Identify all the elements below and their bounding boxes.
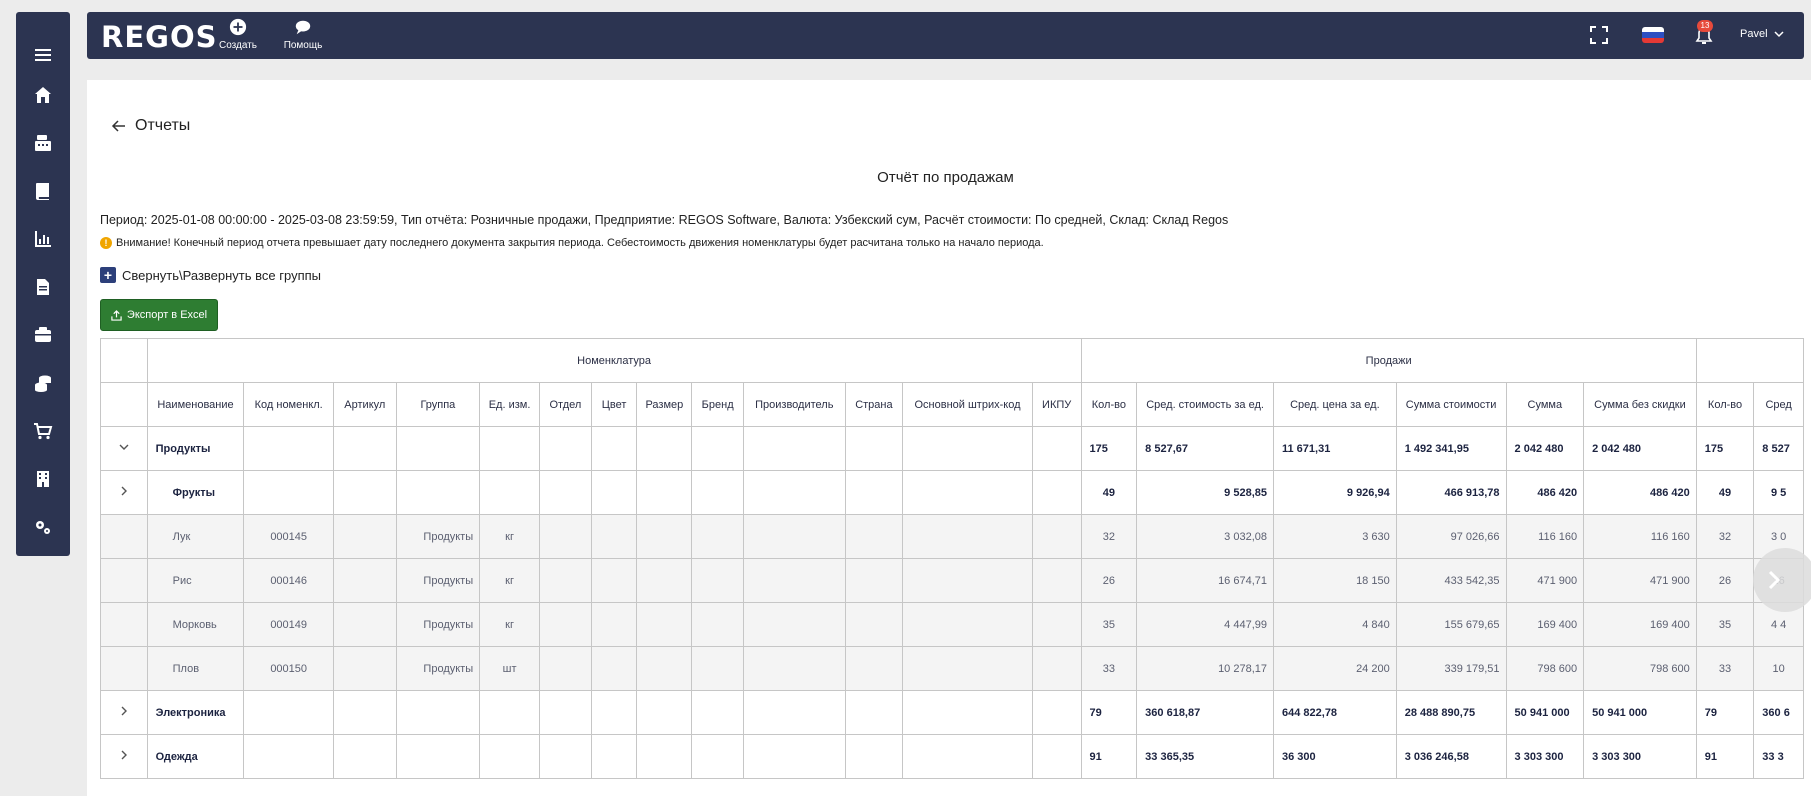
cell-sum: 50 941 000 xyxy=(1506,691,1584,735)
cell-avg: 33 3 xyxy=(1754,735,1804,779)
col-header[interactable]: Сумма xyxy=(1506,383,1584,427)
upload-icon xyxy=(111,310,122,321)
cell-qty: 26 xyxy=(1696,559,1754,603)
cell-code: 000145 xyxy=(244,515,334,559)
cell-cost-sum: 97 026,66 xyxy=(1396,515,1506,559)
cell-sum: 486 420 xyxy=(1506,471,1584,515)
cell-avg-price: 4 840 xyxy=(1274,603,1397,647)
cell-cost-sum: 28 488 890,75 xyxy=(1396,691,1506,735)
export-excel-label: Экспорт в Excel xyxy=(126,309,208,321)
col-header[interactable]: Основной штрих-код xyxy=(903,383,1032,427)
col-header[interactable]: Страна xyxy=(845,383,903,427)
col-header[interactable]: Отдел xyxy=(540,383,592,427)
cell-qty: 49 xyxy=(1081,471,1137,515)
corner-header xyxy=(101,339,148,383)
page-title: Отчёт по продажам xyxy=(877,169,1014,186)
cell-cost-sum: 433 542,35 xyxy=(1396,559,1506,603)
table-row[interactable] xyxy=(101,515,1804,559)
cell-avg: 3 0 xyxy=(1754,515,1804,559)
col-header[interactable]: Артикул xyxy=(334,383,397,427)
cell-sum: 798 600 xyxy=(1506,647,1584,691)
cell-avg: 10 xyxy=(1754,647,1804,691)
cell-qty: 175 xyxy=(1696,427,1754,471)
plus-icon: + xyxy=(100,267,116,283)
table-row[interactable] xyxy=(101,735,1804,779)
chevron-right-icon xyxy=(118,749,130,761)
cell-unit: кг xyxy=(480,559,540,603)
cell-qty: 79 xyxy=(1081,691,1137,735)
plus-circle-icon xyxy=(208,18,268,38)
expand-toggle[interactable] xyxy=(101,691,148,735)
col-header[interactable]: Ед. изм. xyxy=(480,383,540,427)
cell-group: Продукты xyxy=(396,647,480,691)
help-button[interactable] xyxy=(273,18,333,51)
cell-avg-price: 36 300 xyxy=(1274,735,1397,779)
group-header-nomenclature: Номенклатура xyxy=(147,339,1081,383)
report-table-container[interactable] xyxy=(100,338,1804,788)
toggle-groups-label: Свернуть\Развернуть все группы xyxy=(122,267,321,283)
chevron-down-icon xyxy=(118,441,130,453)
cell-unit: шт xyxy=(480,647,540,691)
menu-icon[interactable] xyxy=(16,40,70,70)
cell-sum-nodisc: 3 303 300 xyxy=(1584,735,1697,779)
back-link[interactable] xyxy=(111,117,190,135)
building-icon[interactable] xyxy=(16,464,70,494)
export-excel-button[interactable] xyxy=(100,299,218,331)
cell-sum: 169 400 xyxy=(1506,603,1584,647)
top-header xyxy=(87,12,1804,59)
cell-avg-price: 18 150 xyxy=(1274,559,1397,603)
group-header-next xyxy=(1696,339,1803,383)
cell-unit: кг xyxy=(480,603,540,647)
cell-name: Плов xyxy=(147,647,244,691)
cell-group: Продукты xyxy=(396,515,480,559)
col-header[interactable]: Размер xyxy=(637,383,692,427)
cell-sum-nodisc: 798 600 xyxy=(1584,647,1697,691)
col-header[interactable]: Сред. стоимость за ед. xyxy=(1137,383,1274,427)
cell-avg: 9 5 xyxy=(1754,471,1804,515)
cell-qty: 79 xyxy=(1696,691,1754,735)
chevron-right-icon xyxy=(118,485,130,497)
content-card xyxy=(87,80,1811,796)
logo: REGOS xyxy=(101,20,218,54)
chevron-right-icon xyxy=(118,705,130,717)
cell-name: Лук xyxy=(147,515,244,559)
help-label: Помощь xyxy=(283,40,323,51)
back-label: Отчеты xyxy=(135,117,191,134)
cell-sum-nodisc: 2 042 480 xyxy=(1584,427,1697,471)
sidebar xyxy=(16,12,70,556)
collapse-toggle[interactable] xyxy=(101,427,148,471)
cell-group: Продукты xyxy=(396,603,480,647)
col-header[interactable]: Сред xyxy=(1754,383,1804,427)
cell-qty: 26 xyxy=(1081,559,1137,603)
box-icon[interactable] xyxy=(16,320,70,350)
expand-toggle[interactable] xyxy=(101,471,148,515)
col-header[interactable]: Сред. цена за ед. xyxy=(1274,383,1397,427)
col-header[interactable]: Производитель xyxy=(744,383,846,427)
sales-report-table xyxy=(100,338,1804,779)
warning-text: Внимание! Конечный период отчета превышает дату последнего документа закрытия периода. Себестоимость движения номенклатуры будет расчитана только на начало периода. xyxy=(116,237,1044,249)
notification-badge: 13 xyxy=(1697,20,1713,32)
table-row[interactable] xyxy=(101,471,1804,515)
table-row[interactable] xyxy=(101,559,1804,603)
arrow-left-icon xyxy=(111,118,127,134)
cell-avg-price: 11 671,31 xyxy=(1274,427,1397,471)
cell-name: Фрукты xyxy=(147,471,244,515)
table-row[interactable] xyxy=(101,603,1804,647)
col-header[interactable]: Кол-во xyxy=(1081,383,1137,427)
coins-icon[interactable] xyxy=(16,368,70,398)
language-flag-icon[interactable] xyxy=(1642,27,1664,43)
settings-icon[interactable] xyxy=(16,512,70,542)
col-header[interactable]: Кол-во xyxy=(1696,383,1754,427)
cell-sum: 116 160 xyxy=(1506,515,1584,559)
table-row[interactable] xyxy=(101,647,1804,691)
cell-name: Морковь xyxy=(147,603,244,647)
cell-qty: 35 xyxy=(1081,603,1137,647)
cell-qty: 33 xyxy=(1081,647,1137,691)
cell-code: 000149 xyxy=(244,603,334,647)
col-header[interactable]: Сумма без скидки xyxy=(1584,383,1697,427)
cell-sum-nodisc: 486 420 xyxy=(1584,471,1697,515)
cell-avg-cost: 16 674,71 xyxy=(1137,559,1274,603)
expander-header xyxy=(101,383,148,427)
fullscreen-icon[interactable] xyxy=(1590,26,1608,44)
col-header[interactable]: Код номенкл. xyxy=(244,383,334,427)
chevron-right-icon xyxy=(1763,569,1785,591)
col-header[interactable]: Сумма стоимости xyxy=(1396,383,1506,427)
cell-qty: 35 xyxy=(1696,603,1754,647)
scroll-right-button[interactable] xyxy=(1753,548,1811,612)
user-name: Pavel xyxy=(1740,28,1768,40)
cell-cost-sum: 339 179,51 xyxy=(1396,647,1506,691)
cell-qty: 49 xyxy=(1696,471,1754,515)
cell-avg: 4 4 xyxy=(1754,603,1804,647)
cash-register-icon[interactable] xyxy=(16,128,70,158)
cell-sum: 471 900 xyxy=(1506,559,1584,603)
cell-avg-cost: 360 618,87 xyxy=(1137,691,1274,735)
toggle-all-groups[interactable] xyxy=(100,267,321,283)
col-header[interactable]: Цвет xyxy=(591,383,637,427)
table-row[interactable] xyxy=(101,691,1804,735)
cell-code: 000150 xyxy=(244,647,334,691)
cell-cost-sum: 155 679,65 xyxy=(1396,603,1506,647)
cell-qty: 33 xyxy=(1696,647,1754,691)
reports-chart-icon[interactable] xyxy=(16,224,70,254)
expand-toggle[interactable] xyxy=(101,735,148,779)
col-header[interactable]: Бренд xyxy=(692,383,744,427)
cart-icon[interactable] xyxy=(16,416,70,446)
chat-icon xyxy=(273,18,333,38)
cell-sum-nodisc: 169 400 xyxy=(1584,603,1697,647)
cell-avg-price: 24 200 xyxy=(1274,647,1397,691)
cell-avg-cost: 33 365,35 xyxy=(1137,735,1274,779)
cell-sum-nodisc: 50 941 000 xyxy=(1584,691,1697,735)
user-menu[interactable] xyxy=(1740,28,1784,40)
cell-avg-cost: 4 447,99 xyxy=(1137,603,1274,647)
cell-sum: 2 042 480 xyxy=(1506,427,1584,471)
cell-qty: 32 xyxy=(1081,515,1137,559)
document-icon[interactable] xyxy=(16,272,70,302)
cell-qty: 175 xyxy=(1081,427,1137,471)
chevron-down-icon xyxy=(1774,29,1784,39)
cell-avg: 360 6 xyxy=(1754,691,1804,735)
col-header[interactable]: ИКПУ xyxy=(1032,383,1081,427)
book-icon[interactable] xyxy=(16,176,70,206)
cell-sum: 3 303 300 xyxy=(1506,735,1584,779)
cell-avg: 8 527 xyxy=(1754,427,1804,471)
cell-name: Рис xyxy=(147,559,244,603)
cell-name: Продукты xyxy=(147,427,244,471)
cell-sum-nodisc: 471 900 xyxy=(1584,559,1697,603)
col-header[interactable]: Группа xyxy=(396,383,480,427)
cell-avg-cost: 3 032,08 xyxy=(1137,515,1274,559)
warning-icon: ! xyxy=(100,237,112,249)
table-row[interactable] xyxy=(101,427,1804,471)
warning-message xyxy=(100,237,1044,249)
col-header[interactable]: Наименование xyxy=(147,383,244,427)
cell-avg-cost: 10 278,17 xyxy=(1137,647,1274,691)
create-button[interactable] xyxy=(208,18,268,51)
cell-name: Электроника xyxy=(147,691,244,735)
cell-qty: 91 xyxy=(1081,735,1137,779)
cell-sum-nodisc: 116 160 xyxy=(1584,515,1697,559)
cell-group: Продукты xyxy=(396,559,480,603)
cell-avg-price: 644 822,78 xyxy=(1274,691,1397,735)
cell-name: Одежда xyxy=(147,735,244,779)
cell-code: 000146 xyxy=(244,559,334,603)
cell-qty: 91 xyxy=(1696,735,1754,779)
home-icon[interactable] xyxy=(16,80,70,110)
cell-avg-cost: 8 527,67 xyxy=(1137,427,1274,471)
group-header-sales: Продажи xyxy=(1081,339,1696,383)
cell-avg-cost: 9 528,85 xyxy=(1137,471,1274,515)
cell-unit: кг xyxy=(480,515,540,559)
create-label: Создать xyxy=(218,40,257,51)
cell-cost-sum: 3 036 246,58 xyxy=(1396,735,1506,779)
cell-avg-price: 9 926,94 xyxy=(1274,471,1397,515)
cell-cost-sum: 466 913,78 xyxy=(1396,471,1506,515)
cell-avg-price: 3 630 xyxy=(1274,515,1397,559)
cell-qty: 32 xyxy=(1696,515,1754,559)
report-parameters: Период: 2025-01-08 00:00:00 - 2025-03-08 23:59:59, Тип отчёта: Розничные продажи, Предприятие: REGOS Software, Валюта: Узбекский сум, Расчёт стоимости: По средней, Склад: Склад Regos xyxy=(100,213,1229,227)
cell-cost-sum: 1 492 341,95 xyxy=(1396,427,1506,471)
